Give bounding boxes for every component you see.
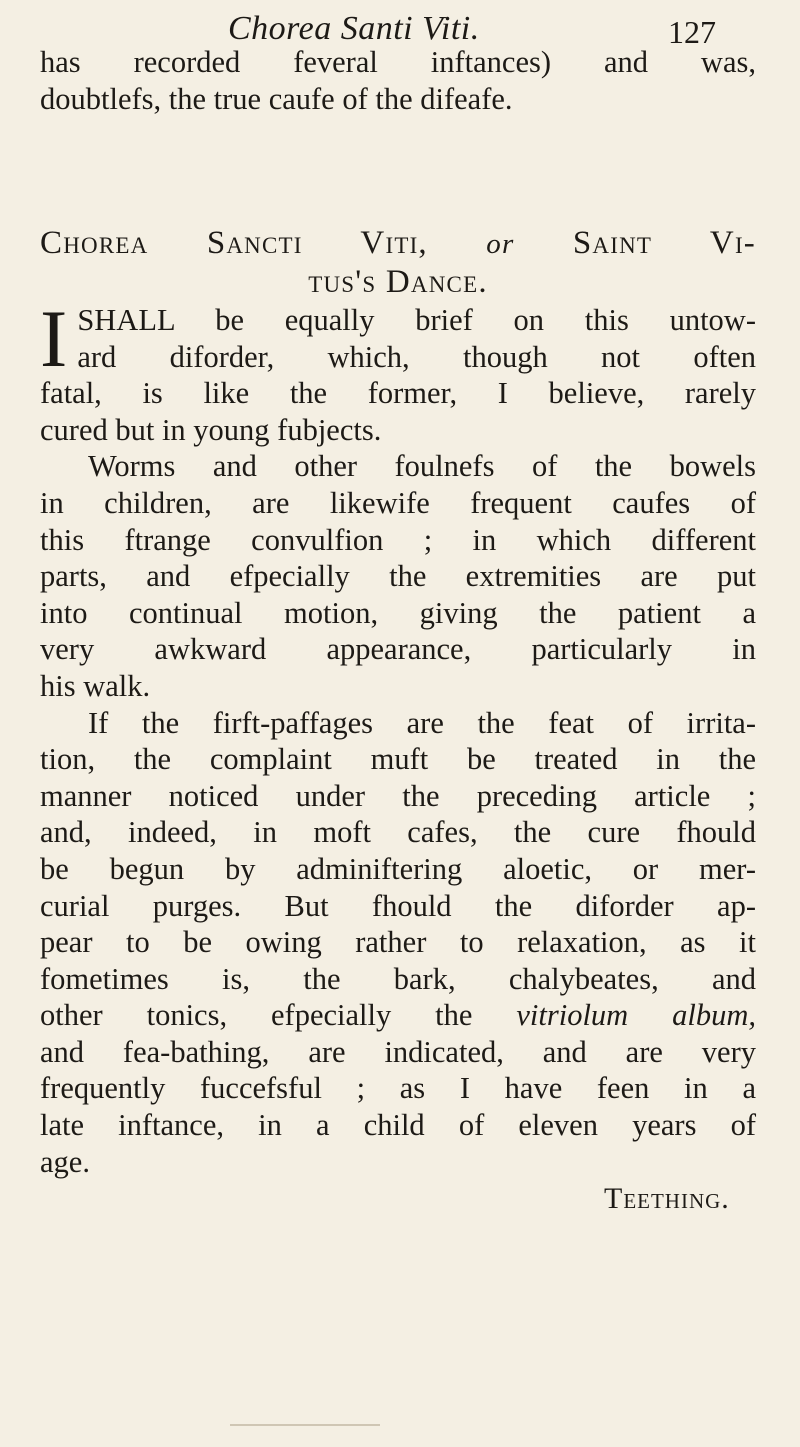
text-line: cured but in young fubjects. — [40, 412, 382, 447]
top-paragraph — [40, 44, 756, 117]
text-line: very awkward appearance, particularly in — [40, 632, 756, 667]
text-line: in children, are likewife frequent caufes of — [40, 485, 756, 520]
paragraph-2 — [40, 448, 756, 704]
text-line: fatal, is like the former, I believe, rarely — [40, 376, 756, 411]
text-line: and, indeed, in moft cafes, the cure fhould — [40, 815, 756, 850]
text-line: ard diforder, which, though not often — [77, 339, 756, 374]
heading-part: Chorea Sancti Viti, — [40, 225, 428, 261]
dropcap-lines — [77, 302, 756, 375]
text-line: age. — [40, 1144, 90, 1179]
text-line: be begun by adminiftering aloetic, or mer- — [40, 851, 756, 886]
heading-line-2: tus's Dance. — [308, 264, 488, 300]
text-line: doubtlefs, the true caufe of the difeafe. — [40, 81, 513, 116]
running-head: Chorea Santi Viti. — [228, 10, 480, 47]
text-line: If the firft-paffages are the feat of irrita- — [88, 705, 756, 740]
text-line: pear to be owing rather to relaxation, as it — [40, 925, 756, 960]
page-number: 127 — [668, 14, 716, 50]
text-segment: other tonics, efpecially the — [40, 998, 473, 1033]
text-line: parts, and efpecially the extremities are put — [40, 559, 756, 594]
heading-part: Saint Vi- — [572, 225, 756, 261]
text-line: frequently fuccefsful ; as I have feen in a — [40, 1071, 756, 1106]
text-line: and fea-bathing, are indicated, and are very — [40, 1034, 756, 1069]
text-line: tion, the complaint muft be treated in the — [40, 742, 756, 777]
text-line: into continual motion, giving the patient a — [40, 595, 756, 630]
italic-term: vitriolum album, — [516, 998, 756, 1033]
text-line: has recorded feveral inftances) and was, — [40, 45, 756, 79]
drop-cap: I — [40, 293, 68, 384]
dropcap-block — [40, 293, 756, 384]
text-line: late inftance, in a child of eleven years of — [40, 1108, 756, 1143]
paragraph-1 — [40, 293, 756, 448]
bottom-edge-mark — [230, 1424, 380, 1426]
text-line: this ftrange convulfion ; in which different — [40, 522, 756, 557]
heading-line-1 — [40, 224, 756, 263]
text-line: SHALL be equally brief on this untow- — [77, 303, 756, 337]
section-heading — [40, 224, 756, 301]
text-line: his walk. — [40, 668, 151, 703]
text-line: curial purges. But fhould the diforder ap- — [40, 888, 756, 923]
text-line: fometimes is, the bark, chalybeates, and — [40, 961, 756, 996]
paragraph-3 — [40, 705, 756, 1181]
text-line — [40, 997, 756, 1034]
body-text — [40, 293, 756, 1180]
catchword: Teething. — [604, 1182, 730, 1215]
text-line: manner noticed under the preceding article ; — [40, 778, 756, 813]
heading-or: or — [486, 228, 515, 260]
text-line: Worms and other foulnefs of the bowels — [88, 449, 756, 484]
